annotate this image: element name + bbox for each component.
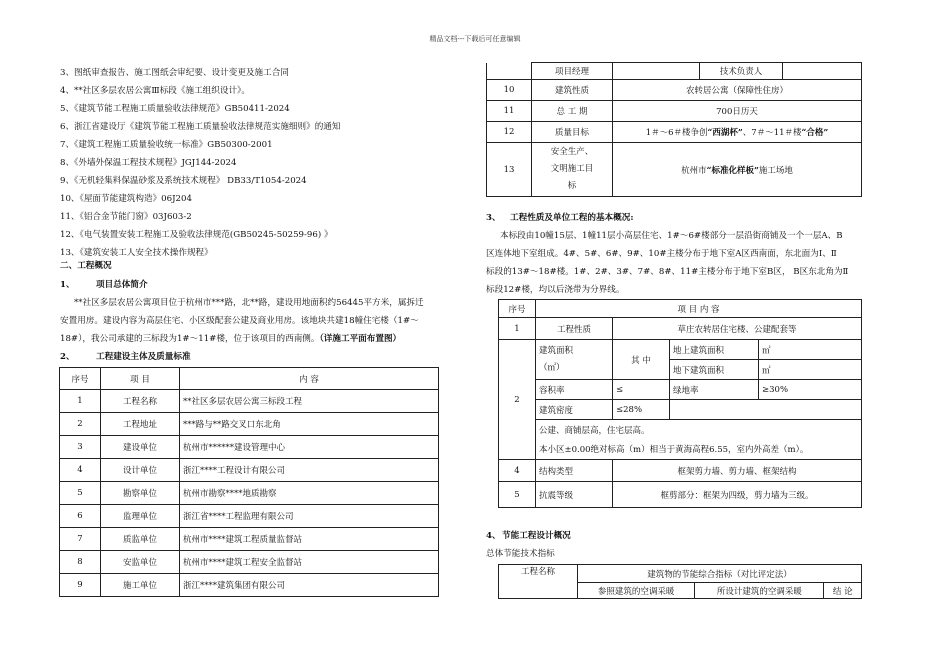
table-cell-content: **社区多层农居公寓三标段工程 <box>180 390 439 413</box>
table-cell-item: 施工单位 <box>101 574 180 597</box>
table-cell-content: 浙江省****工程监理有限公司 <box>180 505 439 528</box>
table-cell-content: 杭州市****建筑工程安全监督站 <box>180 551 439 574</box>
t2-header-content: 项 目 内 容 <box>536 300 862 318</box>
reference-item: 10、《屋面节能建筑构造》06J204 <box>60 194 192 204</box>
reference-item: 13、《建筑安装工人安全技术操作规程》 <box>60 248 213 258</box>
t2-area-label-text: 建筑面积 <box>539 345 574 356</box>
intro-bold-ref: （详施工平面布置图） <box>319 334 402 344</box>
table-cell-no: 6 <box>60 505 101 528</box>
row12-bold-2: “合格” <box>801 128 829 138</box>
t2-row1-item: 工程性质 <box>536 318 613 340</box>
t2-far-label: 容积率 <box>536 380 613 400</box>
t2-green-value: ≥30% <box>759 380 862 400</box>
project-manager-label: 项目经理 <box>532 63 613 80</box>
row13-no: 13 <box>487 143 532 197</box>
energy-index-table <box>498 564 862 599</box>
energy-project-name: 工程名称 <box>499 565 578 599</box>
table-cell-no: 2 <box>60 413 101 436</box>
row12-mid: 、7＃～11＃楼 <box>742 128 802 138</box>
table1-header-content: 内 容 <box>180 368 439 390</box>
section-2-title: 二、工程概况 <box>60 261 112 271</box>
table-cell-item: 质监单位 <box>101 528 180 551</box>
energy-composite-index: 建筑物的节能综合指标（对比评定法） <box>578 565 862 583</box>
table-row <box>60 459 439 482</box>
reference-item: 12、《电气装置安装工程施工及验收法律规范(GB50245-50259-96) 》 <box>60 230 333 240</box>
reference-item: 8、《外墙外保温工程技术规程》JGJ144-2024 <box>60 158 237 168</box>
reference-item: 9、《无机轻集料保温砂浆及系统技术规程》 DB33/T1054-2024 <box>60 176 307 186</box>
t2-area-label <box>536 340 613 380</box>
reference-item: 4、**社区多层农居公寓Ⅲ标段《施工组织设计》。 <box>60 86 250 96</box>
row11-item: 总 工 期 <box>532 101 613 122</box>
section-2-1-title: 项目总体简介 <box>96 280 148 290</box>
energy-reference-building: 参照建筑的空调采暖 <box>578 583 695 599</box>
t2-below-unit: ㎡ <box>759 360 862 380</box>
table-cell-no: 5 <box>60 482 101 505</box>
row13-pre: 杭州市 <box>681 165 707 176</box>
tech-lead-value <box>783 63 862 80</box>
row10-no: 10 <box>487 80 532 101</box>
table-row <box>60 528 439 551</box>
table-cell-no: 4 <box>60 459 101 482</box>
intro-line-2: 安置用房。建设内容为高层住宅、小区级配套公建及商业用房。该地块共建18幢住宅楼（1#～ <box>60 316 419 326</box>
reference-item: 5、《建筑节能工程施工质量验收法律规范》GB50411-2024 <box>60 104 290 114</box>
project-manager-value <box>613 63 700 80</box>
t2-density-value: ≤28% <box>613 400 670 420</box>
table-row <box>60 574 439 597</box>
row11-no: 11 <box>487 101 532 122</box>
section-2-1-num: 1、 <box>60 280 75 290</box>
table-cell-content: ***路与**路交叉口东北角 <box>180 413 439 436</box>
section-3-title: 工程性质及单位工程的基本概况: <box>510 213 634 223</box>
t2-row4-content: 框架剪力墙、剪力墙、框架结构 <box>613 460 862 482</box>
t2-green-label: 绿地率 <box>670 380 759 400</box>
table-cell-content: 浙江****工程设计有限公司 <box>180 459 439 482</box>
t2-row4-item: 结构类型 <box>536 460 613 482</box>
reference-item: 3、图纸审查报告、施工图纸会审纪要、设计变更及施工合同 <box>60 68 289 78</box>
table-row <box>60 482 439 505</box>
cont-empty-1 <box>487 63 532 80</box>
table-cell-no: 9 <box>60 574 101 597</box>
t2-row5-no: 5 <box>499 482 536 508</box>
t2-row5-item: 抗震等级 <box>536 482 613 508</box>
table1-header-no: 序号 <box>60 368 101 390</box>
t2-below-label: 地下建筑面积 <box>670 360 759 380</box>
row12-no: 12 <box>487 122 532 143</box>
intro-line-3 <box>60 333 401 345</box>
table-cell-no: 1 <box>60 390 101 413</box>
reference-item: 7、《建筑工程施工质量验收统一标准》GB50300-2001 <box>60 140 273 150</box>
table-row <box>60 390 439 413</box>
row10-content: 农转居公寓（保障性住房） <box>613 80 862 101</box>
t2-above-label: 地上建筑面积 <box>670 340 759 360</box>
section-2-2-num: 2、 <box>60 352 75 362</box>
row13-content <box>613 143 862 197</box>
page-header: 精品文档---下载后可任意编辑 <box>429 35 521 43</box>
t2-row1-content: 草庄农转居住宅楼、公建配套等 <box>613 318 862 340</box>
t2-row4-no: 4 <box>499 460 536 482</box>
table-row <box>60 413 439 436</box>
row13-item <box>532 143 613 197</box>
s3-line-3: 标段的13#～18#楼。1#、2#、3#、7#、8#、11#主楼分布于地下室B区， B区东北角为Ⅱ <box>486 267 849 277</box>
t2-density-empty <box>670 400 862 420</box>
table-cell-content: 杭州市勘察****地质勘察 <box>180 482 439 505</box>
row12-item: 质量目标 <box>532 122 613 143</box>
table-cell-item: 勘察单位 <box>101 482 180 505</box>
table1-header-item: 项 目 <box>101 368 180 390</box>
table-cell-item: 监理单位 <box>101 505 180 528</box>
reference-item: 11、《铝合金节能门窗》03J603-2 <box>60 212 192 222</box>
row12-bold-1: “西湖杯” <box>707 128 743 138</box>
table-cell-content: 杭州市****建筑工程质量监督站 <box>180 528 439 551</box>
energy-designed-building: 所设计建筑的空调采暖 <box>695 583 824 599</box>
section-4-sub: 总体节能技术指标 <box>486 549 555 559</box>
table-cell-content: 杭州市******建设管理中心 <box>180 436 439 459</box>
table-cell-no: 7 <box>60 528 101 551</box>
table-cell-item: 建设单位 <box>101 436 180 459</box>
s3-line-2: 区连体地下室组成。4#、5#、6#、9#、10#主楼分布于地下室A区西南面，东北面为Ⅰ、Ⅱ <box>486 249 837 259</box>
s3-line-1: 本标段由10幢15层、1幢11层小高层住宅、1#～6#楼部分一层沿街商铺及一个一层A、B <box>500 231 843 241</box>
t2-above-unit: ㎡ <box>759 340 862 360</box>
s3-line-4: 标段12#楼，均以后浇带为分界线。 <box>486 285 625 295</box>
table-cell-content: 浙江****建筑集团有限公司 <box>180 574 439 597</box>
row13-item-l2: 文明施工目 <box>550 164 594 174</box>
tech-lead-label: 技术负责人 <box>700 63 783 80</box>
section-3-num: 3、 <box>486 213 501 223</box>
table-cell-item: 安监单位 <box>101 551 180 574</box>
section-4-title: 节能工程设计概况 <box>502 531 571 541</box>
table-cell-item: 工程地址 <box>101 413 180 436</box>
t2-area-unit: （㎡） <box>539 362 565 373</box>
row10-item: 建筑性质 <box>532 80 613 101</box>
project-info-table-continued <box>486 62 862 197</box>
project-info-table <box>59 367 439 597</box>
intro-line-1: **社区多层农居公寓项目位于杭州市***路，北**路，建设用地面积约56445平方米，属拆迁 <box>74 298 424 308</box>
t2-header-no: 序号 <box>499 300 536 318</box>
table-cell-item: 设计单位 <box>101 459 180 482</box>
table-row <box>60 505 439 528</box>
row11-content: 700日历天 <box>613 101 862 122</box>
project-overview-table <box>498 299 862 508</box>
t2-far-value: ≤ <box>613 380 670 400</box>
row12-content <box>613 122 862 143</box>
table-row <box>60 436 439 459</box>
section-4-num: 4、 <box>486 531 501 541</box>
reference-item: 6、浙江省建设厅《建筑节能工程施工质量验收法律规范实施细则》的通知 <box>60 122 341 132</box>
table-cell-item: 工程名称 <box>101 390 180 413</box>
t2-note-2: 本小区±0.00绝对标高（m）相当于黄海高程6.55，室内外高差（m）。 <box>536 440 862 460</box>
row13-bold: “标准化样板” <box>706 165 759 176</box>
row13-item-l3: 标 <box>567 181 577 191</box>
energy-conclusion: 结 论 <box>824 583 862 599</box>
t2-density-label: 建筑密度 <box>536 400 613 420</box>
section-2-2-title: 工程建设主体及质量标准 <box>96 352 191 362</box>
t2-qizhong: 其 中 <box>613 340 670 380</box>
row13-item-l1: 安全生产、 <box>550 147 594 157</box>
intro-line-3-text: 18#），我公司承建的三标段为1#～11#楼，位于该项目的西南侧。 <box>60 334 320 344</box>
row12-pre: 1＃～6＃楼争创 <box>645 128 708 138</box>
row13-post: 施工场地 <box>758 165 793 176</box>
table-row <box>60 551 439 574</box>
t2-row2-no: 2 <box>499 340 536 460</box>
table-cell-no: 3 <box>60 436 101 459</box>
t2-note-1: 公建、商铺层高，住宅层高。 <box>536 420 862 440</box>
t2-row1-no: 1 <box>499 318 536 340</box>
table-cell-no: 8 <box>60 551 101 574</box>
t2-row5-content: 框剪部分：框架为四级，剪力墙为三级。 <box>613 482 862 508</box>
